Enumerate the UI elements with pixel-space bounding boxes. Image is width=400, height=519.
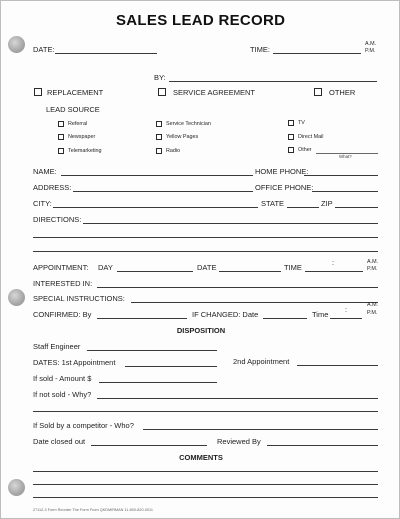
directions-field-1[interactable] <box>83 223 378 224</box>
date-label: DATE: <box>33 45 55 54</box>
interested-in-label: INTERESTED IN: <box>33 279 93 288</box>
tv-label: TV <box>298 120 305 126</box>
time-am-label: A.M. <box>365 41 377 47</box>
appointment-day-label: DAY <box>98 263 113 272</box>
by-field[interactable] <box>169 81 377 82</box>
if-changed-time-colon: : <box>345 305 348 314</box>
competitor-field[interactable] <box>143 429 378 430</box>
reviewed-by-label: Reviewed By <box>217 437 261 446</box>
appointment-date-label: DATE <box>197 263 217 272</box>
appointment-am-label: A.M. <box>367 259 379 265</box>
staff-engineer-label: Staff Engineer <box>33 342 81 351</box>
second-appointment-field[interactable] <box>297 365 378 366</box>
confirmed-by-label: CONFIRMED: By <box>33 310 92 319</box>
service-agreement-checkbox[interactable] <box>158 88 166 96</box>
appointment-label: APPOINTMENT: <box>33 263 89 272</box>
replacement-label: REPLACEMENT <box>47 88 104 97</box>
if-sold-amount-label: If sold - Amount $ <box>33 374 92 383</box>
other-label: OTHER <box>329 88 356 97</box>
competitor-label: If Sold by a competitor - Who? <box>33 421 134 430</box>
if-changed-date-label: IF CHANGED: Date <box>192 310 259 319</box>
confirmed-pm-label: P.M. <box>367 310 378 316</box>
referral-checkbox[interactable] <box>58 121 64 127</box>
state-field[interactable] <box>287 207 319 208</box>
direct-mail-label: Direct Mail <box>298 134 324 140</box>
appointment-day-field[interactable] <box>117 271 193 272</box>
state-label: STATE <box>261 199 285 208</box>
other-checkbox[interactable] <box>314 88 322 96</box>
address-label: ADDRESS: <box>33 183 72 192</box>
comments-field-1[interactable] <box>33 471 378 472</box>
office-phone-label: OFFICE PHONE: <box>255 183 314 192</box>
date-closed-out-label: Date closed out <box>33 437 86 446</box>
radio-label: Radio <box>166 148 181 154</box>
yellow-pages-checkbox[interactable] <box>156 134 162 140</box>
radio-checkbox[interactable] <box>156 148 162 154</box>
appointment-time-label: TIME <box>284 263 302 272</box>
if-not-sold-field-2[interactable] <box>33 411 378 412</box>
binder-hole-top <box>8 36 25 53</box>
city-label: CITY: <box>33 199 52 208</box>
telemarketing-label: Telemarketing <box>68 148 102 154</box>
staff-engineer-field[interactable] <box>87 350 217 351</box>
interested-in-field[interactable] <box>97 287 378 288</box>
service-technician-checkbox[interactable] <box>156 121 162 127</box>
referral-label: Referral <box>68 121 88 127</box>
telemarketing-checkbox[interactable] <box>58 148 64 154</box>
service-technician-label: Service Technician <box>166 121 211 127</box>
directions-label: DIRECTIONS: <box>33 215 82 224</box>
appointment-date-field[interactable] <box>219 271 281 272</box>
if-not-sold-field-1[interactable] <box>97 398 378 399</box>
binder-hole-middle <box>8 289 25 306</box>
form-title: SALES LEAD RECORD <box>116 12 286 29</box>
confirmed-by-field[interactable] <box>97 318 187 319</box>
name-field[interactable] <box>61 175 253 176</box>
special-instructions-label: SPECIAL INSTRUCTIONS: <box>33 294 125 303</box>
lead-other-checkbox[interactable] <box>288 147 294 153</box>
time-label: TIME: <box>250 45 270 54</box>
by-label: BY: <box>154 73 166 82</box>
directions-field-3[interactable] <box>33 251 378 252</box>
home-phone-label: HOME PHONE: <box>255 167 309 176</box>
if-changed-time-label: Time <box>312 310 329 319</box>
name-label: NAME: <box>33 167 57 176</box>
reviewed-by-field[interactable] <box>267 445 378 446</box>
appointment-time-field[interactable] <box>305 271 363 272</box>
if-not-sold-label: If not sold - Why? <box>33 390 92 399</box>
date-field[interactable] <box>55 53 157 54</box>
what-label: What? <box>339 154 352 159</box>
address-field[interactable] <box>73 191 253 192</box>
binder-hole-bottom <box>8 479 25 496</box>
footer-reorder-text: 27112-3 Form Reorder The Form From QKDMIRMAN 11-800-820-0011 <box>33 508 153 512</box>
replacement-checkbox[interactable] <box>34 88 42 96</box>
direct-mail-checkbox[interactable] <box>288 134 294 140</box>
special-instructions-field[interactable] <box>131 302 378 303</box>
lead-source-heading: LEAD SOURCE <box>46 105 100 114</box>
zip-field[interactable] <box>335 207 378 208</box>
newspaper-label: Newspaper <box>68 134 96 140</box>
newspaper-checkbox[interactable] <box>58 134 64 140</box>
city-field[interactable] <box>53 207 258 208</box>
lead-other-label: Other <box>298 147 312 153</box>
home-phone-field[interactable] <box>304 175 378 176</box>
comments-field-3[interactable] <box>33 497 378 498</box>
first-appointment-field[interactable] <box>125 366 217 367</box>
if-sold-amount-field[interactable] <box>99 382 217 383</box>
second-appointment-label: 2nd Appointment <box>233 357 290 366</box>
tv-checkbox[interactable] <box>288 120 294 126</box>
yellow-pages-label: Yellow Pages <box>166 134 199 140</box>
service-agreement-label: SERVICE AGREEMENT <box>173 88 255 97</box>
date-closed-out-field[interactable] <box>91 445 207 446</box>
time-pm-label: P.M. <box>365 48 376 54</box>
if-changed-time-field[interactable] <box>330 318 362 319</box>
appointment-pm-label: P.M. <box>367 266 378 272</box>
time-field[interactable] <box>273 53 361 54</box>
comments-heading: COMMENTS <box>179 453 223 462</box>
disposition-heading: DISPOSITION <box>176 326 226 335</box>
directions-field-2[interactable] <box>33 237 378 238</box>
zip-label: ZIP <box>321 199 333 208</box>
confirmed-am-label: A.M. <box>367 302 379 308</box>
if-changed-date-field[interactable] <box>263 318 307 319</box>
first-appointment-label: DATES: 1st Appointment <box>33 358 116 367</box>
appointment-time-colon: : <box>332 258 335 267</box>
office-phone-field[interactable] <box>312 191 378 192</box>
comments-field-2[interactable] <box>33 484 378 485</box>
